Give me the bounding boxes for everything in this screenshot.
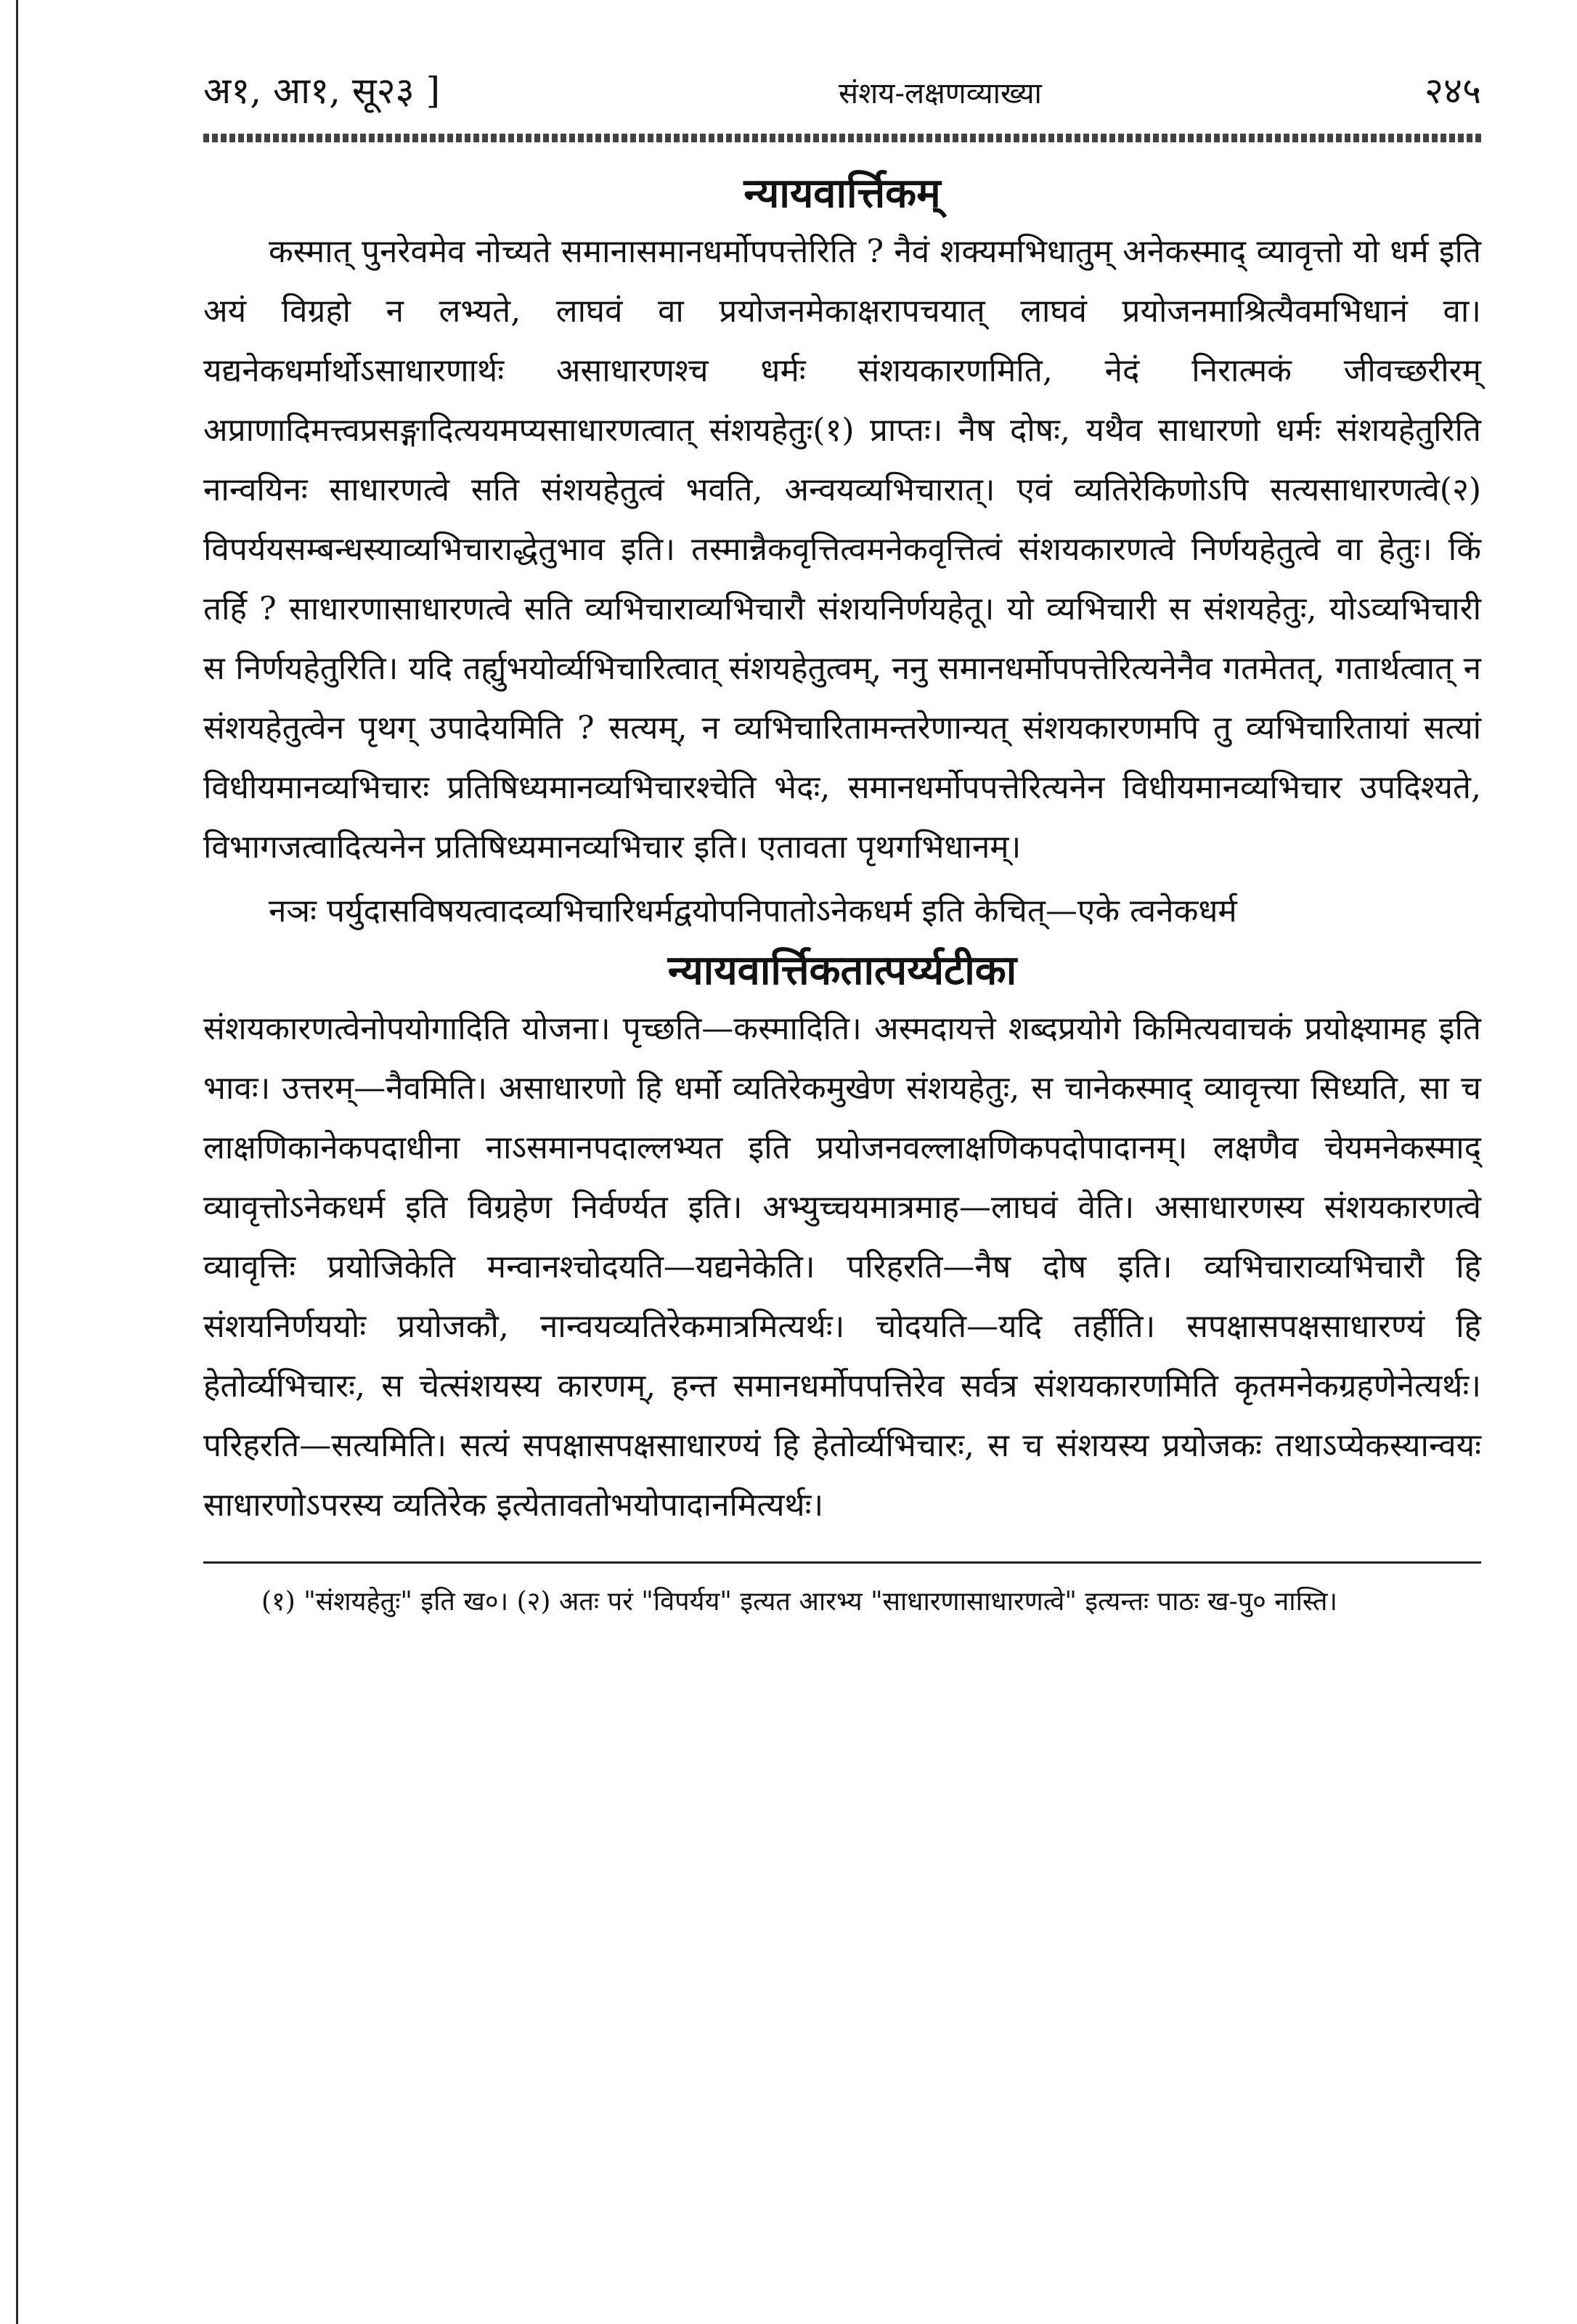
page-number: २४५ <box>1425 70 1481 112</box>
header-rule <box>203 134 1481 142</box>
tika-paragraph: संशयकारणत्वेनोपयोगादिति योजना। पृच्छति—कस्मादिति। अस्मदायत्ते शब्दप्रयोगे किमित्यवाचकं प्रयोक्ष्यामह इति भावः। उत्तरम्—नैवमिति। असाधारणो हि धर्मो व्यतिरेकमुखेण संशयहेतुः, स चानेकस्माद् व्यावृत्त्या सिध्यति, सा च लाक्षणिकानेकपदाधीना नाऽसमानपदाल्लभ्यत इति प्रयोजनवल्लाक्षणिकपदोपादानम्। लक्षणैव चेयमनेकस्माद् व्यावृत्तोऽनेकधर्म इति विग्रहेण निर्वर्ण्यत इति। अभ्युच्चयमात्रमाह—लाघवं वेति। असाधारणस्य संशयकारणत्वे व्यावृत्तिः प्रयोजिकेति मन्वानश्चोदयति—यद्यनेकेति। परिहरति—नैष दोष इति। व्यभिचाराव्यभिचारौ हि संशयनिर्णययोः प्रयोजकौ, नान्वयव्यतिरेकमात्रमित्यर्थः। चोदयति—यदि तर्हीति। सपक्षासपक्षसाधारण्यं हि हेतोर्व्यभिचारः, स चेत्संशयस्य कारणम्, हन्त समानधर्मोपपत्तिरेव सर्वत्र संशयकारणमिति कृतमनेकग्रहणेनेत्यर्थः। परिहरति—सत्यमिति। सत्यं सपक्षासपक्षसाधारण्यं हि हेतोर्व्यभिचारः, स च संशयस्य प्रयोजकः तथाऽप्येकस्यान्वयः साधारणोऽपरस्य व्यतिरेक इत्येतावतोभयोपादानमित्यर्थः। <box>203 1010 1481 1524</box>
footnote-rule <box>203 1561 1481 1564</box>
page-binding-line <box>16 0 18 2324</box>
running-head-topic: संशय-लक्षणव्याख्या <box>839 77 1042 110</box>
page-content <box>203 65 1481 1625</box>
running-head <box>203 65 1481 119</box>
section-heading-nyayavarttika: न्यायवार्त्तिकम् <box>743 169 941 217</box>
nyayavarttika-paragraph-continued: नञः पर्युदासविषयत्वादव्यभिचारिधर्मद्वयोपनिपातोऽनेकधर्म इति केचित्—एके त्वनेकधर्म <box>269 893 1237 930</box>
footnote: (१) "संशयहेतुः" इति ख०। (२) अतः परं "विपर्यय" इत्यत आरभ्य "साधारणासाधारणत्वे" इत्यन्तः पाठः ख-पु० नास्ति। <box>261 1587 1338 1617</box>
section-heading-tika: न्यायवार्त्तिकतात्पर्य्यटीका <box>667 946 1017 994</box>
nyayavarttika-paragraph: कस्मात् पुनरेवमेव नोच्यते समानासमानधर्मोपपत्तेरिति ? नैवं शक्यमभिधातुम् अनेकस्माद् व्यावृत्तो यो धर्म इति अयं विग्रहो न लभ्यते, लाघवं वा प्रयोजनमेकाक्षरापचयात् लाघवं प्रयोजनमाश्रित्यैवमभिधानं वा। यद्यनेकधर्मार्थोऽसाधारणार्थः असाधारणश्च धर्मः संशयकारणमिति, नेदं निरात्मकं जीवच्छरीरम् अप्राणादिमत्त्वप्रसङ्गादित्ययमप्यसाधारणत्वात् संशयहेतुः(१) प्राप्तः। नैष दोषः, यथैव साधारणो धर्मः संशयहेतुरिति नान्वयिनः साधारणत्वे सति संशयहेतुत्वं भवति, अन्वयव्यभिचारात्। एवं व्यतिरेकिणोऽपि सत्यसाधारणत्वे(२) विपर्ययसम्बन्धस्याव्यभिचाराद्धेतुभाव इति। तस्मान्नैकवृत्तित्वमनेकवृत्तित्वं संशयकारणत्वे निर्णयहेतुत्वे वा हेतुः। किं तर्हि ? साधारणासाधारणत्वे सति व्यभिचाराव्यभिचारौ संशयनिर्णयहेतू। यो व्यभिचारी स संशयहेतुः, योऽव्यभिचारी स निर्णयहेतुरिति। यदि तर्ह्युभयोर्व्यभिचारित्वात् संशयहेतुत्वम्, ननु समानधर्मोपपत्तेरित्यनेनैव गतमेतत्, गतार्थत्वात् न संशयहेतुत्वेन पृथग् उपादेयमिति ? सत्यम्, न व्यभिचारितामन्तरेणान्यत् संशयकारणमपि तु व्यभिचारितायां सत्यां विधीयमानव्यभिचारः प्रतिषिध्यमानव्यभिचारश्चेति भेदः, समानधर्मोपपत्तेरित्यनेन विधीयमानव्यभिचार उपदिश्यते, विभागजत्वादित्यनेन प्रतिषिध्यमानव्यभिचार इति। एतावता पृथगभिधानम्। <box>203 233 1481 866</box>
chapter-reference: अ१, आ१, सू२३ ] <box>203 70 441 112</box>
